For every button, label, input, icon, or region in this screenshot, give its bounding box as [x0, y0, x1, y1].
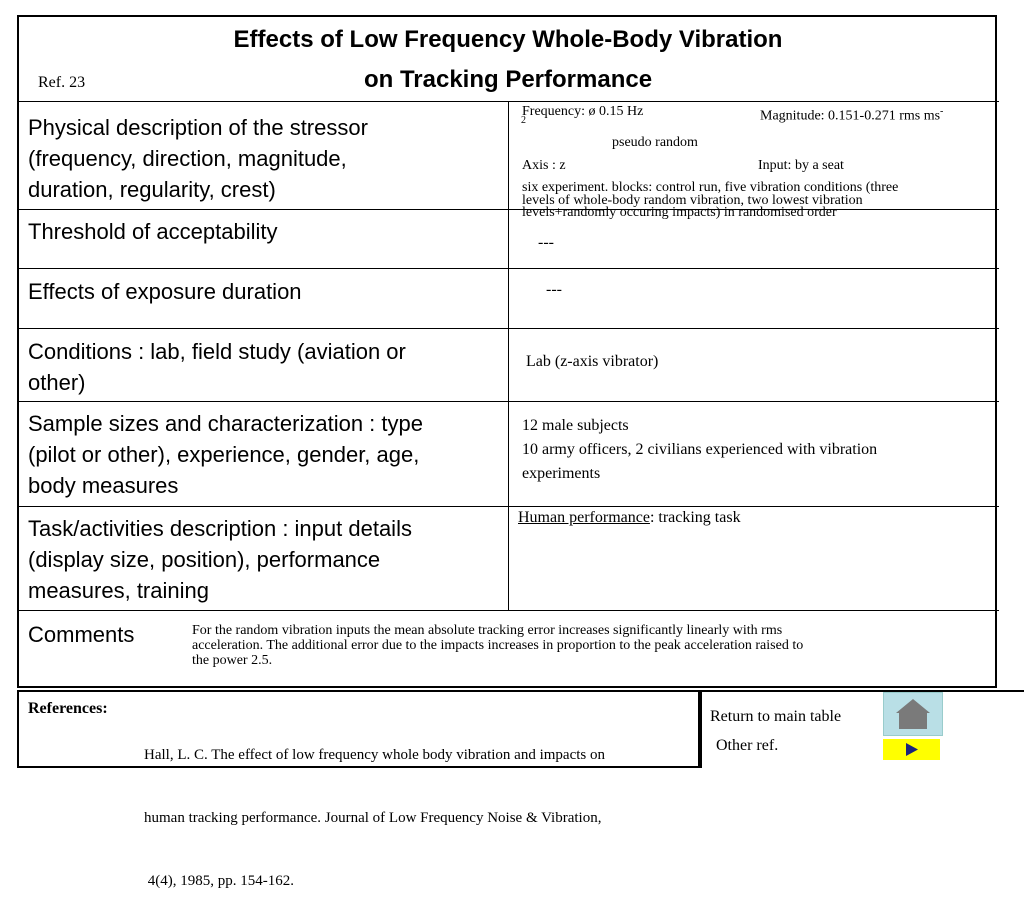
reference-number: Ref. 23 — [38, 74, 86, 91]
play-arrow-icon — [883, 739, 940, 760]
threshold-label: Threshold of acceptability — [28, 219, 278, 244]
next-button[interactable] — [883, 739, 940, 760]
task-value: Human performance: tracking task — [518, 509, 741, 526]
row-divider — [17, 610, 999, 611]
home-button[interactable] — [883, 692, 943, 736]
references-label: References: — [28, 700, 108, 717]
stressor-label: Physical description of the stressor (frequency, direction, magnitude, duration, regularity, crest) — [28, 115, 368, 202]
navigation-box — [700, 690, 1024, 768]
references-citation: Hall, L. C. The effect of low frequency whole body vibration and impacts on human tracking performance. Journal of Low Frequency Noise & Vibration, 4(4), 1985, pp. 154-162. — [144, 747, 605, 889]
stressor-blocks-3: levels+randomly occuring impacts) in randomised order — [522, 205, 837, 220]
magnitude-subscript: 2 — [521, 115, 526, 126]
sample-value: 12 male subjects 10 army officers, 2 civilians experienced with vibration experiments — [522, 417, 878, 482]
home-icon — [884, 693, 942, 735]
comments-label: Comments — [28, 622, 135, 647]
exposure-value: --- — [546, 281, 562, 298]
stressor-blocks-1: six experiment. blocks: control run, five vibration conditions (three — [522, 180, 899, 195]
stressor-input: Input: by a seat — [758, 158, 844, 173]
exposure-label: Effects of exposure duration — [28, 279, 302, 304]
threshold-value: --- — [538, 234, 554, 251]
stressor-frequency: Frequency: ø 0.15 Hz — [522, 104, 644, 119]
comments-value: For the random vibration inputs the mean absolute tracking error increases significantly linearly with rms acceleration. The additional error due to the impacts increases in proportion to the peak acceleration raised to the power 2.5. — [192, 623, 804, 668]
other-ref-link[interactable]: Other ref. — [716, 737, 779, 754]
column-divider — [508, 101, 509, 610]
conditions-value: Lab (z-axis vibrator) — [526, 353, 659, 370]
return-to-main-table-link[interactable]: Return to main table — [710, 708, 842, 725]
stressor-pseudo-random: pseudo random — [612, 135, 698, 150]
task-label: Task/activities description : input details (display size, position), performance measures, training — [28, 516, 412, 603]
stressor-blocks-2: levels of whole-body random vibration, two lowest vibration — [522, 193, 863, 208]
stressor-axis: Axis : z — [522, 158, 566, 173]
stressor-magnitude: Magnitude: 0.151-0.271 rms ms- — [760, 106, 944, 124]
sample-label: Sample sizes and characterization : type (pilot or other), experience, gender, age, body measures — [28, 411, 423, 498]
page-title: Effects of Low Frequency Whole-Body Vibration — [233, 26, 783, 53]
conditions-label: Conditions : lab, field study (aviation or other) — [28, 339, 406, 395]
page-subtitle: on Tracking Performance — [363, 66, 653, 93]
